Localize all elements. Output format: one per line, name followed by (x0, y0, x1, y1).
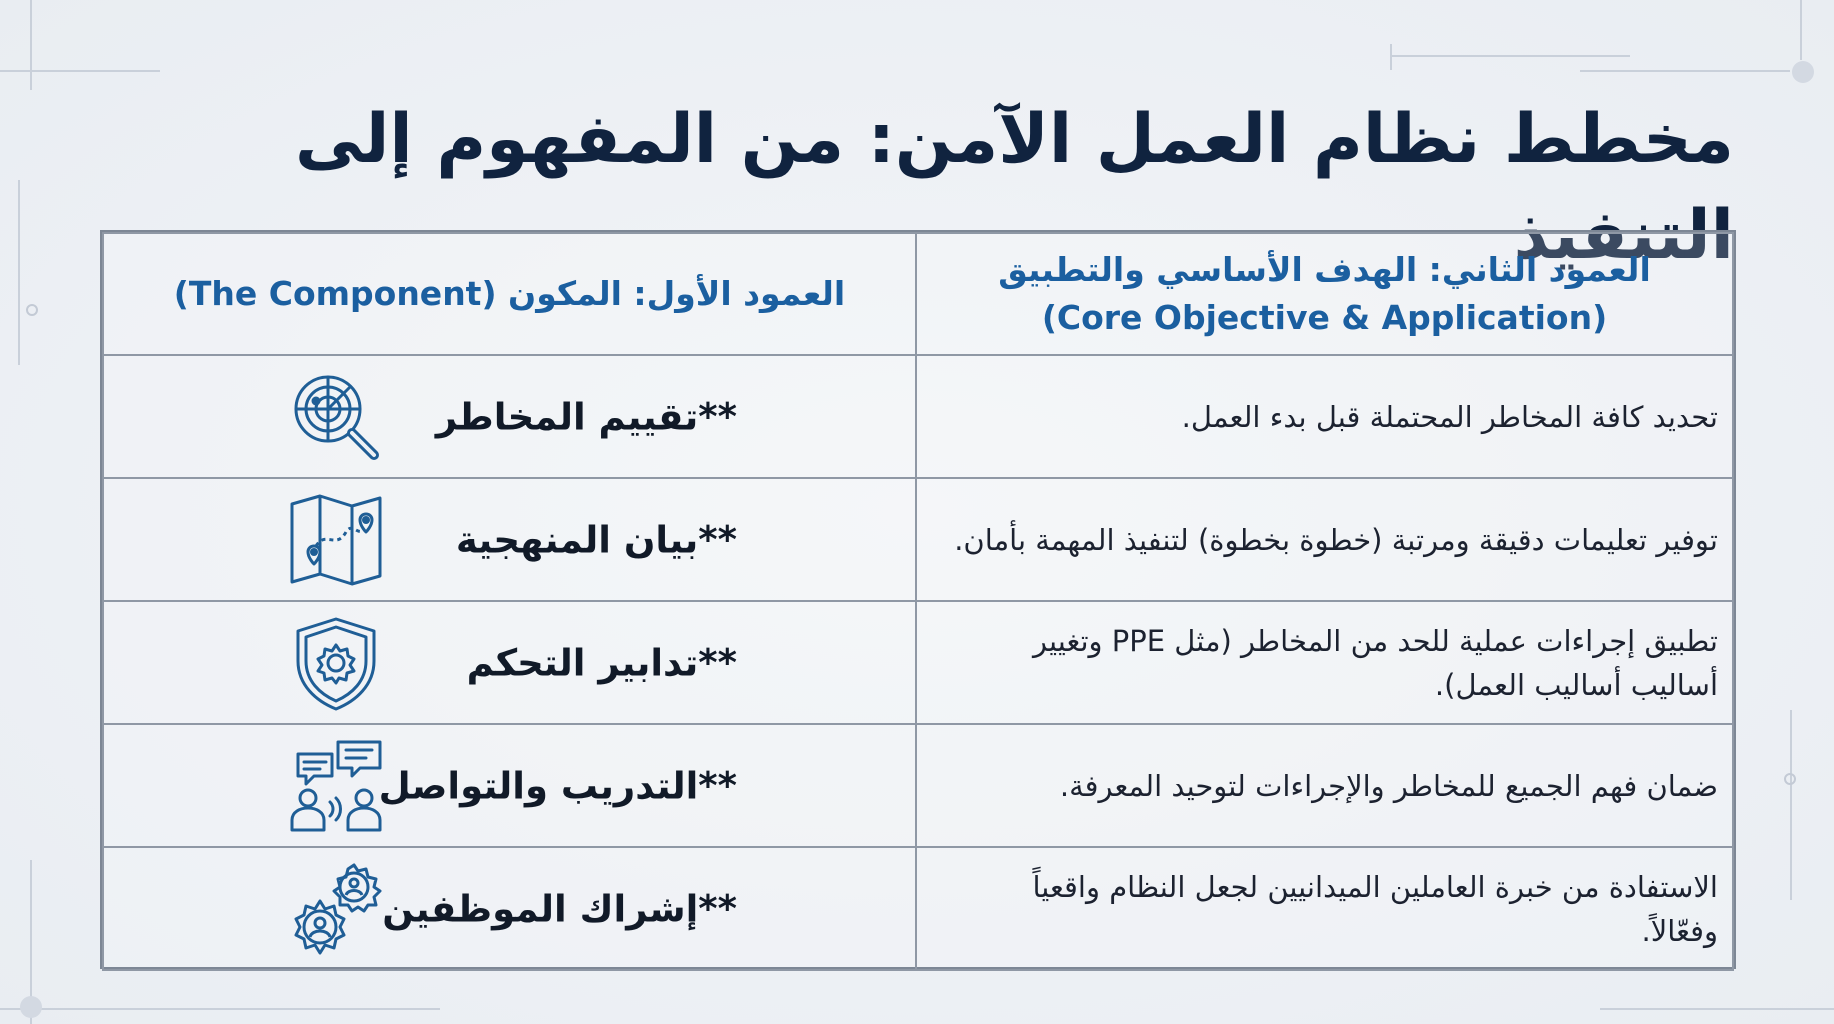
decor-line (1580, 70, 1790, 72)
table-row (103, 847, 1733, 970)
radar-magnifier-icon (286, 367, 386, 467)
decor-line (1390, 44, 1392, 70)
component-label: **بيان المنهجية (455, 518, 737, 561)
people-chat-icon (286, 736, 386, 836)
decor-line (0, 1008, 440, 1010)
table-header-row (103, 233, 1733, 355)
decor-dot (20, 996, 42, 1018)
component-label: **تقييم المخاطر (435, 395, 737, 438)
decor-ring (1784, 773, 1796, 785)
decor-dot (1792, 61, 1814, 83)
row-component (103, 355, 916, 478)
table-row (103, 355, 1733, 478)
decor-line (1600, 1008, 1834, 1010)
decor-line (0, 70, 160, 72)
table-row (103, 478, 1733, 601)
row-component (103, 724, 916, 847)
gears-people-icon (286, 859, 386, 959)
row-description: ضمان فهم الجميع للمخاطر والإجراءات لتوحيد المعرفة. (916, 724, 1733, 847)
decor-ring (26, 304, 38, 316)
column-header-component (103, 233, 916, 355)
column-header-objective-line2: (Core Objective & Application) (1041, 298, 1608, 337)
row-description: الاستفادة من خبرة العاملين الميدانيين لجعل النظام واقعياً وفعّالاً. (916, 847, 1733, 970)
shield-gear-icon (286, 613, 386, 713)
component-label: **تدابير التحكم (466, 641, 737, 684)
row-description: تطبيق إجراءات عملية للحد من المخاطر (مثل PPE وتغيير أساليب أساليب العمل). (916, 601, 1733, 724)
component-label: **التدريب والتواصل (378, 764, 737, 807)
column-header-component-label: العمود الأول: المكون (The Component) (173, 274, 846, 313)
row-component (103, 601, 916, 724)
decor-line (1390, 55, 1630, 57)
column-header-objective (916, 233, 1733, 355)
column-header-objective-line1: العمود الثاني: الهدف الأساسي والتطبيق (998, 250, 1651, 289)
decor-line (1790, 710, 1792, 900)
table-row (103, 724, 1733, 847)
row-component (103, 847, 916, 970)
decor-line (30, 0, 32, 90)
row-component (103, 478, 916, 601)
row-description: توفير تعليمات دقيقة ومرتبة (خطوة بخطوة) لتنفيذ المهمة بأمان. (916, 478, 1733, 601)
map-route-icon (286, 490, 386, 590)
decor-line (1800, 0, 1802, 60)
table-row (103, 601, 1733, 724)
comparison-table (100, 230, 1736, 969)
decor-line (18, 180, 20, 365)
page-title: مخطط نظام العمل الآمن: من المفهوم إلى التنفيذ (295, 100, 1734, 275)
component-label: **إشراك الموظفين (382, 887, 737, 930)
row-description: تحديد كافة المخاطر المحتملة قبل بدء العمل. (916, 355, 1733, 478)
